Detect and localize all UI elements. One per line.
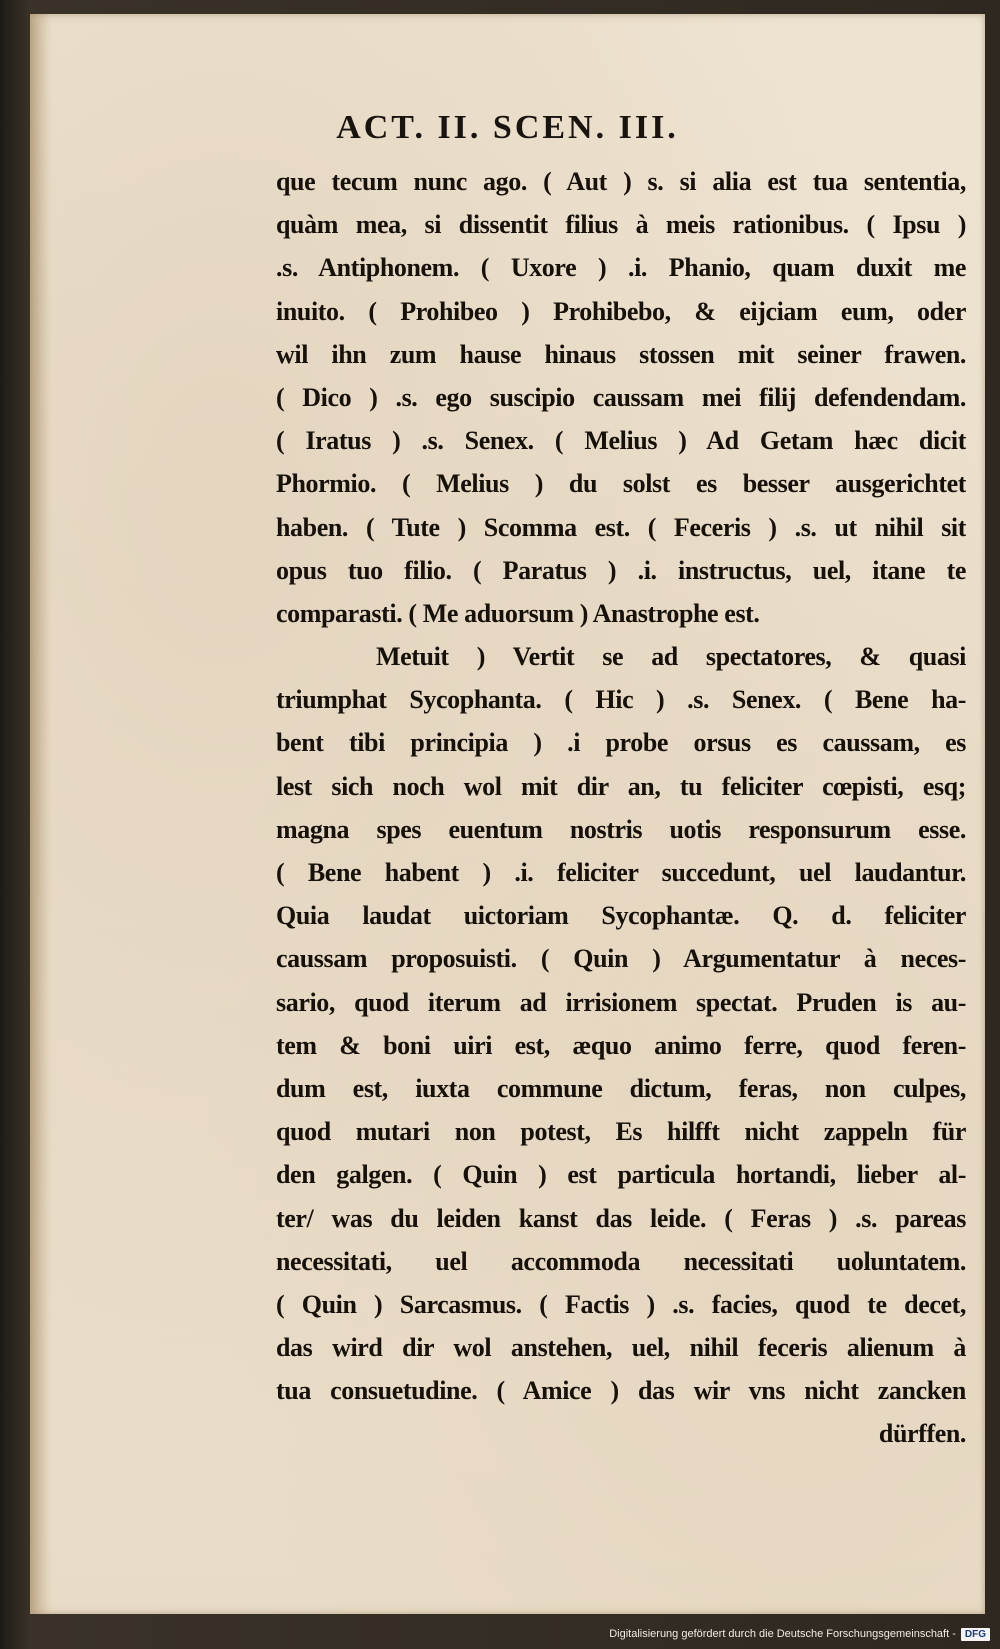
text-line: quàm mea, si dissentit filius à meis rationibus. ( Ipsu ): [276, 210, 966, 240]
text-line: comparasti. ( Me aduorsum ) Anastrophe est.: [276, 598, 760, 628]
text-line: Phormio. ( Melius ) du solst es besser ausgerichtet: [276, 469, 966, 499]
text-line: tua consuetudine. ( Amice ) das wir vns nicht zancken: [276, 1376, 966, 1406]
running-head: ACT. II. SCEN. III.: [336, 109, 679, 146]
text-line: haben. ( Tute ) Scomma est. ( Feceris ) .s. ut nihil sit: [276, 512, 966, 542]
text-line: Quia laudat uictoriam Sycophantæ. Q. d. feliciter: [276, 901, 966, 931]
text-line: necessitati, uel accommoda necessitati uoluntatem.: [276, 1246, 966, 1276]
text-line: magna spes euentum nostris uotis responsurum esse.: [276, 814, 966, 844]
text-line: caussam proposuisti. ( Quin ) Argumentatur à neces-: [276, 944, 966, 974]
page-gutter: [30, 14, 52, 1614]
text-line: .s. Antiphonem. ( Uxore ) .i. Phanio, quam duxit me: [276, 253, 966, 283]
credit-text: Digitalisierung gefördert durch die Deutsche Forschungsgemeinschaft -: [609, 1628, 956, 1640]
text-line: bent tibi principia ) .i probe orsus es caussam, es: [276, 728, 966, 758]
text-line: tem & boni uiri est, æquo animo ferre, quod feren-: [276, 1030, 966, 1060]
text-line: inuito. ( Prohibeo ) Prohibebo, & eijciam eum, oder: [276, 296, 966, 326]
book-page: [30, 14, 985, 1614]
text-line: ( Bene habent ) .i. feliciter succedunt, uel laudantur.: [276, 858, 966, 887]
text-line: Metuit ) Vertit se ad spectatores, & quasi: [376, 642, 966, 672]
text-line: dum est, iuxta commune dictum, feras, non culpes,: [276, 1073, 966, 1103]
text-line: ( Quin ) Sarcasmus. ( Factis ) .s. facies, quod te decet,: [276, 1289, 966, 1319]
text-line: das wird dir wol anstehen, uel, nihil feceris alienum à: [276, 1333, 966, 1363]
text-line: triumphat Sycophanta. ( Hic ) .s. Senex. ( Bene ha-: [276, 685, 966, 715]
text-line: ( Dico ) .s. ego suscipio caussam mei filij defendendam.: [276, 382, 966, 412]
text-line: ter/ was du leiden kanst das leide. ( Feras ) .s. pareas: [276, 1203, 966, 1233]
commentary-text: [276, 160, 966, 1456]
text-line: quod mutari non potest, Es hilfft nicht zappeln für: [276, 1117, 966, 1147]
text-line: sario, quod iterum ad irrisionem spectat. Pruden is au-: [276, 987, 966, 1017]
text-line: wil ihn zum hause hinaus stossen mit seiner frawen.: [276, 339, 966, 369]
text-line: lest sich noch wol mit dir an, tu feliciter cœpisti, esq;: [276, 771, 966, 801]
catchword-line: dürffen.: [878, 1419, 966, 1449]
dfg-logo: DFG: [961, 1628, 990, 1641]
text-line: que tecum nunc ago. ( Aut ) s. si alia est tua sententia,: [276, 167, 966, 196]
text-line: opus tuo filio. ( Paratus ) .i. instructus, uel, itane te: [276, 555, 966, 585]
text-line: den galgen. ( Quin ) est particula hortandi, lieber al-: [276, 1160, 966, 1190]
digitization-credit: [609, 1625, 990, 1643]
text-line: ( Iratus ) .s. Senex. ( Melius ) Ad Getam hæc dicit: [276, 426, 966, 456]
